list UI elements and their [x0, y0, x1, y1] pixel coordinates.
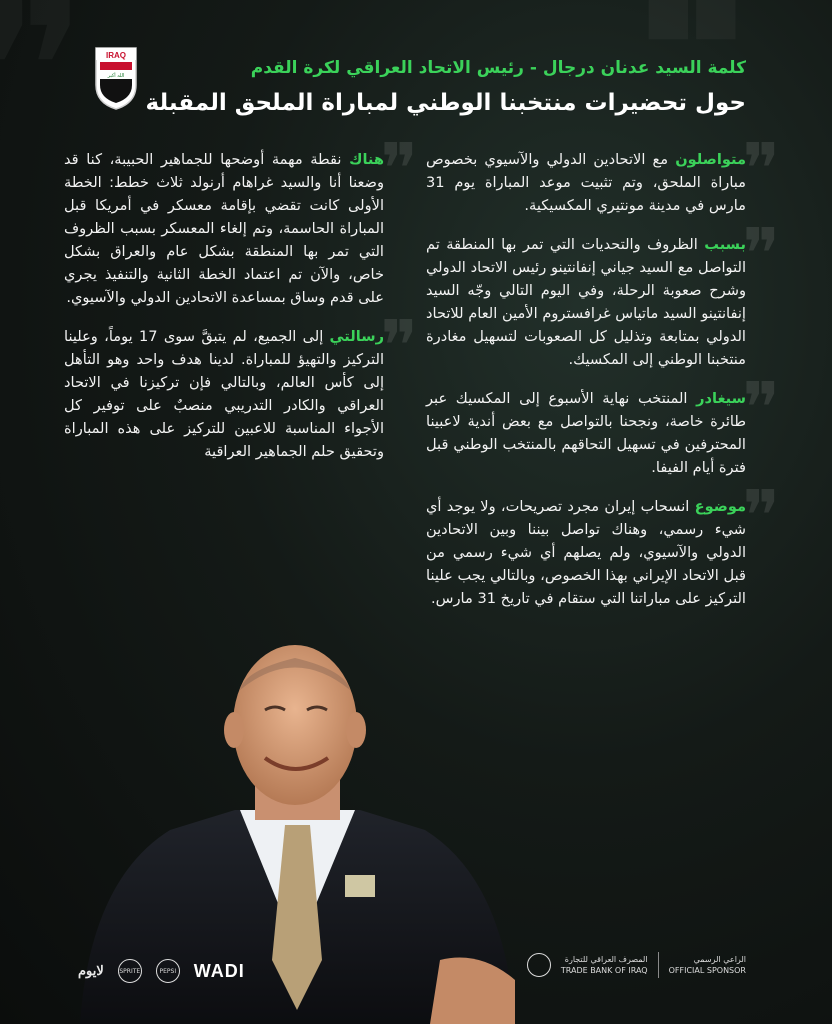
sponsor-logo-wadi: WADI: [193, 960, 245, 981]
paragraph-lead: بسبب: [704, 236, 746, 253]
left-column: [64, 128, 418, 479]
paragraph-text: انسحاب إيران مجرد تصريحات، ولا يوجد أي شيء رسمي، وهناك تواصل بيننا وبين الاتحادين الدولي والآسيوي، ولم يصلهم أي شيء رسمي من قبل الاتحاد الإيراني بهذا الخصوص، وبالتالي يجب علينا التركيز على مباراتنا التي ستقام في تاريخ 31 مارس.: [426, 498, 746, 607]
paragraph-text: المنتخب نهاية الأسبوع إلى المكسيك عبر طائرة خاصة، ونجحنا بالتواصل مع بعض أندية لاعبينا المحترفين في تسهيل التحاقهم بالمنتخب الوطني قبل فترة أيام الفيفا.: [426, 390, 746, 476]
paragraph-lead: هناك: [349, 151, 384, 168]
quote-icon: ❞: [742, 213, 780, 295]
quote-icon: ❞: [380, 305, 418, 387]
bank-name: [561, 954, 648, 976]
badge-script: الله أكبر: [107, 73, 125, 79]
quote-icon: ❞: [380, 128, 418, 210]
bank-name-en: TRADE BANK OF IRAQ: [560, 966, 648, 975]
page-title: حول تحضيرات منتخبنا الوطني لمباراة الملحق المقبلة: [145, 90, 746, 116]
official-sponsor-ar: الراعي الرسمي: [693, 955, 746, 964]
paragraph-lead: متواصلون: [675, 151, 746, 168]
paragraph: [426, 475, 780, 610]
badge-country-label: IRAQ: [106, 51, 126, 60]
paragraph: [64, 128, 418, 309]
sponsor-logos: [78, 958, 245, 984]
paragraph: [426, 128, 780, 217]
paragraph: [426, 367, 780, 479]
paragraph-lead: رسالتي: [329, 328, 384, 345]
paragraph-text: مع الاتحادين الدولي والآسيوي بخصوص مباراة الملحق، وتم تثبيت موعد المباراة يوم 31 مارس في مدينة مونتيري المكسيكية.: [426, 151, 746, 214]
background-quote-mark: [630, 0, 748, 160]
sponsor-logo-pepsi: PEPSI: [156, 959, 180, 983]
official-sponsor-en: OFFICIAL SPONSOR: [668, 966, 746, 975]
official-sponsor-label: [669, 954, 746, 976]
right-column: [426, 128, 780, 626]
bank-name-ar: المصرف العراقي للتجارة: [564, 955, 648, 964]
paragraph: [426, 213, 780, 371]
paragraph-lead: موضوع: [694, 498, 746, 515]
quote-icon: ❞: [742, 128, 780, 210]
bank-seal-icon: [527, 953, 551, 977]
quote-icon: ❞: [742, 475, 780, 557]
paragraph-text: الظروف والتحديات التي تمر بها المنطقة تم التواصل مع السيد جياني إنفانتينو رئيس الاتحاد الدولي وشرح صعوبة الرحلة، وفي اليوم التالي وجّه السيد إنفانتينو السيد ماتياس غرافستروم الأمين العام للاتحاد الدولي بمتابعة وتذليل كل الصعوبات لتسهيل مغادرة منتخبنا الوطني إلى المكسيك.: [426, 236, 746, 368]
paragraph-text: إلى الجميع، لم يتبقَّ سوى 17 يوماً، وعلينا التركيز والتهيؤ للمباراة. لدينا هدف واحد وهو التأهل إلى كأس العالم، وبالتالي فإن تركيزنا في الاتحاد العراقي والكادر التدريبي منصبٌ على توفير كل الأجواء المناسبة للاعبين للتركيز على هذه المباراة وتحقيق حلم الجماهير العراقية: [64, 328, 384, 460]
sponsor-logo-sprite: SPRITE: [118, 959, 142, 983]
quote-icon: ❞: [742, 367, 780, 449]
official-sponsor: [527, 952, 746, 978]
paragraph-text: نقطة مهمة أوضحها للجماهير الحبيبة، كنا قد وضعنا أنا والسيد غراهام أرنولد ثلاث خطط: الخطة الأولى كانت تقضي بإقامة معسكر في أمريكا قبل المباراة الحاسمة، وتم إلغاء المعسكر بسبب الظروف التي تمر بها المنطقة بشكل عام والعراق بشكل خاص، والآن تم اعتماد الخطة الثانية والتنفيذ يجري على قدم وساق بمساعدة الاتحادين الدولي والآسيوي.: [64, 151, 384, 306]
paragraph-lead: سيغادر: [696, 390, 746, 407]
paragraph: [64, 305, 418, 463]
speaker-subtitle: كلمة السيد عدنان درجال - رئيس الاتحاد العراقي لكرة القدم: [250, 58, 746, 78]
sponsor-divider: [658, 952, 659, 978]
sponsor-logo-alyoum: لايوم: [78, 963, 104, 978]
